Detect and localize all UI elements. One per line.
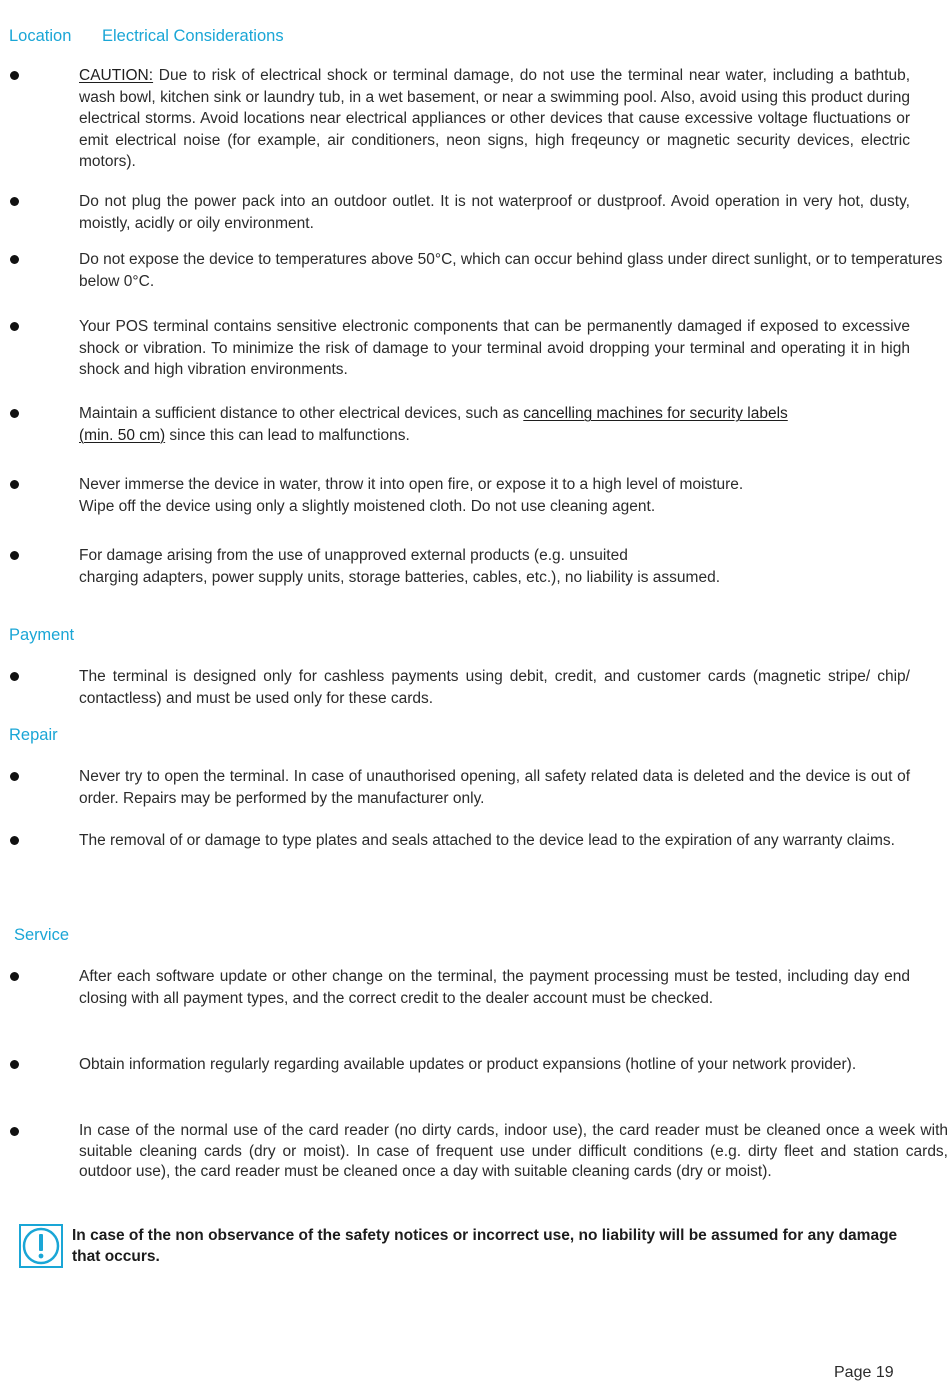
bullet-icon — [10, 836, 19, 845]
heading-service: Service — [14, 926, 70, 944]
heading-location: Location — [9, 27, 72, 45]
immerse-line-2: Wipe off the device using only a slightly moistened cloth. Do not use cleaning agent. — [79, 497, 656, 515]
distance-text-after: since this can lead to malfunctions. — [165, 426, 410, 444]
caution-paragraph — [79, 65, 910, 173]
distance-text-before: Maintain a sufficient distance to other electrical devices, such as — [79, 405, 524, 422]
notice-icon-box — [19, 1224, 63, 1268]
bullet-icon — [10, 1127, 19, 1136]
temperature-paragraph: Do not expose the device to temperatures above 50°C, which can occur behind glass under direct sunlight, or to temperatures below 0°C. — [79, 251, 943, 290]
liability-notice-text: In case of the non observance of the safety notices or incorrect use, no liability will be assumed for any damage that occurs. — [72, 1227, 898, 1265]
heading-electrical-considerations: Electrical Considerations — [102, 27, 284, 45]
bullet-icon — [10, 772, 19, 781]
bullet-icon — [10, 71, 19, 80]
distance-emphasis: cancelling machines for security labels (min. 50 cm) — [79, 405, 788, 444]
bullet-icon — [10, 197, 19, 206]
power-pack-paragraph: Do not plug the power pack into an outdoor outlet. It is not waterproof or dustproof. Avoid operation in very hot, dusty, moistly, acidly or oily environment. — [79, 193, 910, 232]
heading-payment: Payment — [9, 626, 75, 644]
heading-repair: Repair — [9, 726, 58, 744]
bullet-icon — [10, 322, 19, 331]
shock-vibration-paragraph: Your POS terminal contains sensitive electronic components that can be permanently damaged if exposed to excessive shock or vibration. To minimize the risk of damage to your terminal avoid dropping your terminal and operating it in high shock and high vibration environments. — [79, 318, 910, 378]
immerse-paragraph — [79, 474, 939, 517]
updates-info-paragraph: Obtain information regularly regarding available updates or product expansions (hotline of your network provider). — [79, 1056, 857, 1073]
caution-label: CAUTION: — [79, 67, 154, 84]
exclamation-icon — [21, 1226, 61, 1266]
immerse-line-1: Never immerse the device in water, throw it into open fire, or expose it to a high level of moisture. — [79, 476, 744, 493]
bullet-icon — [10, 255, 19, 264]
bullet-icon — [10, 672, 19, 681]
type-plates-paragraph: The removal of or damage to type plates and seals attached to the device lead to the expiration of any warranty claims. — [79, 832, 895, 849]
bullet-icon — [10, 480, 19, 489]
payment-paragraph: The terminal is designed only for cashless payments using debit, credit, and customer cards (magnetic stripe/ chip/ contactless) and must be used only for these cards. — [79, 668, 910, 707]
liability-line-2: charging adapters, power supply units, storage batteries, cables, etc.), no liability is assumed. — [79, 568, 720, 586]
software-update-paragraph: After each software update or other change on the terminal, the payment processing must be tested, including day end closing with all payment types, and the correct credit to the dealer account must be checked. — [79, 968, 910, 1007]
card-reader-cleaning-paragraph: In case of the normal use of the card reader (no dirty cards, indoor use), the card reader must be cleaned once a week with suitable cleaning cards (dry or moist). In case of frequent use under difficult conditions (e.g. dirty fleet and station cards, outdoor use), the card reader must be cleaned once a day with suitable cleaning cards (dry or moist). — [79, 1122, 948, 1180]
liability-line-1: For damage arising from the use of unapproved external products (e.g. unsuited — [79, 547, 628, 564]
bullet-icon — [10, 409, 19, 418]
page-number: Page 19 — [834, 1364, 894, 1381]
distance-paragraph — [79, 403, 799, 446]
liability-paragraph — [79, 545, 939, 588]
caution-text: Due to risk of electrical shock or terminal damage, do not use the terminal near water, including a bathtub, wash bowl, kitchen sink or laundry tub, in a wet basement, or near a swimming pool. Also, avoid using this product during electrical storms. Avoid locations near electrical appliances or other devices that cause excessive voltage fluctuations or emit electrical noise (for example, air conditioners, neon signs, high freqeuncy or magnetic security devices, electric motors). — [79, 67, 910, 170]
bullet-icon — [10, 972, 19, 981]
bullet-icon — [10, 551, 19, 560]
open-terminal-paragraph: Never try to open the terminal. In case of unauthorised opening, all safety related data is deleted and the device is out of order. Repairs may be performed by the manufacturer only. — [79, 768, 910, 807]
bullet-icon — [10, 1060, 19, 1069]
